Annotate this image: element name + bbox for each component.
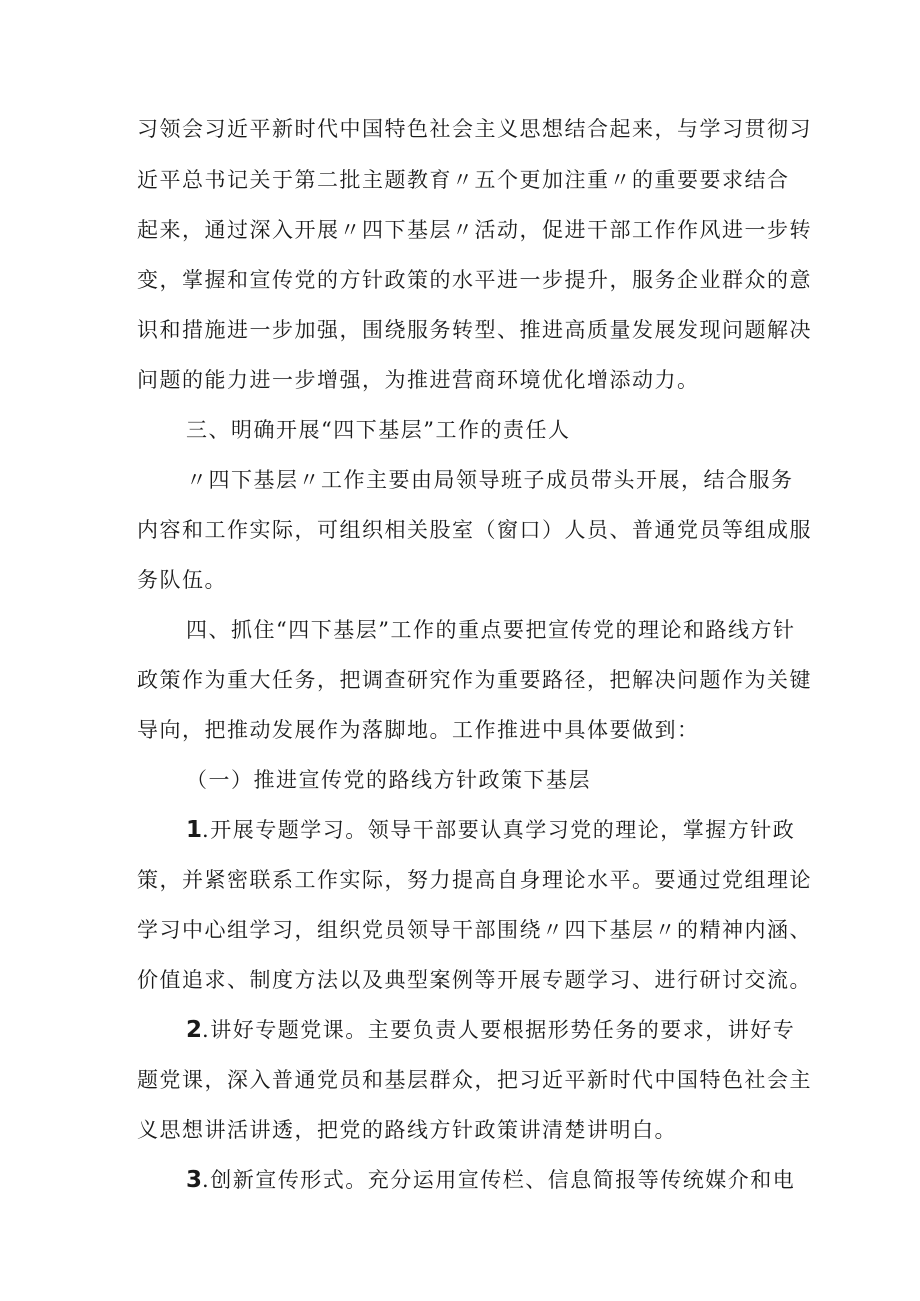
item-text: .讲好专题党课。主要负责人要根据形势任务的要求，讲好专 [202, 1018, 796, 1042]
section-heading-4: 四、抓住“四下基层”工作的重点要把宣传党的理论和路线方针 [186, 618, 796, 642]
numbered-item-3 [186, 1166, 795, 1194]
paragraph-line: 价值追求、制度方法以及典型案例等开展专题学习、进行研讨交流。 [137, 968, 812, 992]
item-number: 2 [186, 1017, 203, 1043]
item-number: 3 [186, 1167, 203, 1193]
paragraph-line: 题党课，深入普通党员和基层群众，把习近平新时代中国特色社会主 [137, 1068, 812, 1092]
paragraph-line: 务队伍。 [137, 568, 227, 592]
paragraph-line: 内容和工作实际，可组织相关股室（窗口）人员、普通党员等组成服 [137, 518, 812, 542]
item-text: .开展专题学习。领导干部要认真学习党的理论，掌握方针政 [202, 818, 796, 842]
item-text: .创新宣传形式。充分运用宣传栏、信息简报等传统媒介和电 [202, 1168, 796, 1192]
paragraph-line: 近平总书记关于第二批主题教育〃五个更加注重〃的重要要求结合 [137, 168, 790, 192]
paragraph-line: 变，掌握和宣传党的方针政策的水平进一步提升，服务企业群众的意 [137, 268, 812, 292]
paragraph-line: 政策作为重大任务，把调查研究作为重要路径，把解决问题作为关键 [137, 668, 812, 692]
paragraph-line: 习领会习近平新时代中国特色社会主义思想结合起来，与学习贯彻习 [137, 117, 812, 141]
section-heading-3: 三、明确开展“四下基层”工作的责任人 [186, 418, 571, 442]
numbered-item-1 [186, 816, 795, 844]
paragraph-line: 策，并紧密联系工作实际，努力提高自身理论水平。要通过党组理论 [137, 868, 812, 892]
paragraph-line: 导向，把推动发展作为落脚地。工作推进中具体要做到： [137, 718, 700, 742]
paragraph-line: 问题的能力进一步增强，为推进营商环境优化增添动力。 [137, 368, 700, 392]
paragraph-line: 〃四下基层〃工作主要由局领导班子成员带头开展，结合服务 [186, 468, 794, 492]
paragraph-line: 义思想讲活讲透，把党的路线方针政策讲清楚讲明白。 [137, 1118, 677, 1142]
numbered-item-2 [186, 1016, 795, 1044]
paragraph-line: 起来，通过深入开展〃四下基层〃活动，促进干部工作作风进一步转 [137, 218, 812, 242]
paragraph-line: 学习中心组学习，组织党员领导干部围绕〃四下基层〃的精神内涵、 [137, 918, 812, 942]
item-number: 1 [186, 817, 203, 843]
subheading-1: （一）推进宣传党的路线方针政策下基层 [186, 768, 591, 792]
paragraph-line: 识和措施进一步加强，围绕服务转型、推进高质量发展发现问题解决 [137, 318, 812, 342]
